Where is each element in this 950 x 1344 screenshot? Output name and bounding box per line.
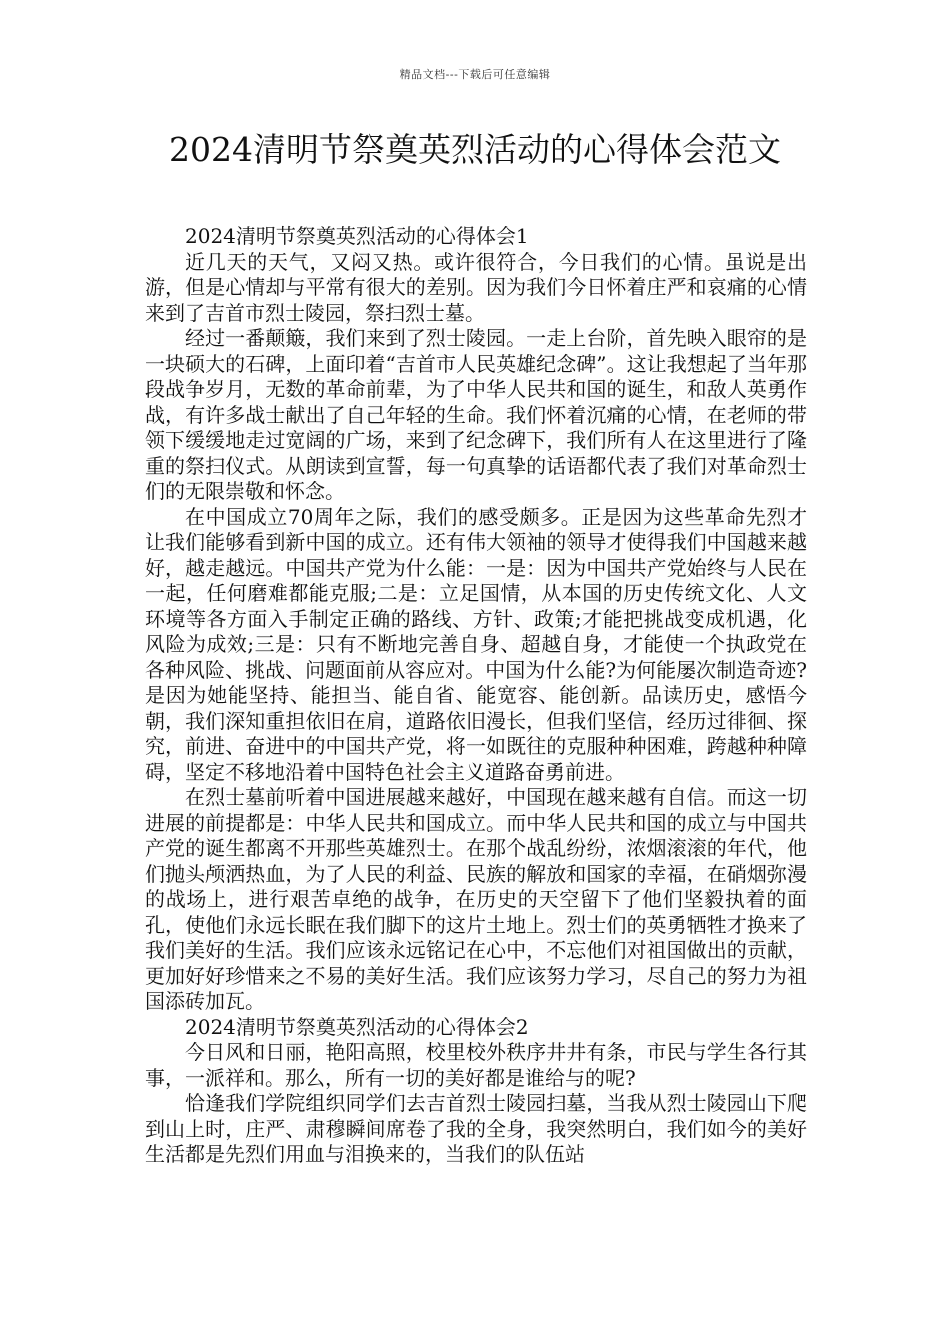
document-title: 2024清明节祭奠英烈活动的心得体会范文 bbox=[169, 130, 781, 169]
header-note: 精品文档---下载后可任意编辑 bbox=[399, 68, 551, 81]
section-heading-1: 2024清明节祭奠英烈活动的心得体会1 bbox=[185, 224, 529, 248]
paragraph: 恰逢我们学院组织同学们去吉首烈士陵园扫墓，当我从烈士陵园山下爬到山上时，庄严、肃穆瞬间席卷了我的全身，我突然明白，我们如今的美好生活都是先烈们用血与泪换来的，当我们的队伍站 bbox=[145, 1091, 807, 1166]
paragraph: 近几天的天气，又闷又热。或许很符合，今日我们的心情。虽说是出游，但是心情却与平常有很大的差别。因为我们今日怀着庄严和哀痛的心情来到了吉首市烈士陵园，祭扫烈士墓。 bbox=[145, 249, 807, 325]
section-heading-2: 2024清明节祭奠英烈活动的心得体会2 bbox=[185, 1014, 529, 1039]
paragraph: 经过一番颠簸，我们来到了烈士陵园。一走上台阶，首先映入眼帘的是一块硕大的石碑，上面印着“吉首市人民英雄纪念碑”。这让我想起了当年那段战争岁月，无数的革命前辈，为了中华人民共和国的诞生，和敌人英勇作战，有许多战士献出了自己年轻的生命。我们怀着沉痛的心情，在老师的带领下缓缓地走过宽阔的广场，来到了纪念碑下，我们所有人在这里进行了隆重的祭扫仪式。从朗读到宣誓，每一句真挚的话语都代表了我们对革命烈士们的无限崇敬和怀念。 bbox=[145, 326, 807, 503]
document-body bbox=[145, 224, 807, 1168]
paragraph: 在烈士墓前听着中国进展越来越好，中国现在越来越有自信。而这一切进展的前提都是：中华人民共和国成立。而中华人民共和国的成立与中国共产党的诞生都离不开那些英雄烈士。在那个战乱纷纷，浓烟滚滚的年代，他们抛头颅洒热血，为了人民的利益、民族的解放和国家的幸福，在硝烟弥漫的战场上，进行艰苦卓绝的战争，在历史的天空留下了他们坚毅执着的面孔，使他们永远长眠在我们脚下的这片土地上。烈士们的英勇牺牲才换来了我们美好的生活。我们应该永远铭记在心中，不忘他们对祖国做出的贡献，更加好好珍惜来之不易的美好生活。我们应该努力学习，尽自己的努力为祖国添砖加瓦。 bbox=[145, 785, 807, 1013]
paragraph: 在中国成立70周年之际，我们的感受颇多。正是因为这些革命先烈才让我们能够看到新中国的成立。还有伟大领袖的领导才使得我们中国越来越好，越走越远。中国共产党为什么能：一是：因为中国共产党始终与人民在一起，任何磨难都能克服;二是：立足国情，从本国的历史传统文化、人文环境等各方面入手制定正确的路线、方针、政策;才能把挑战变成机遇，化风险为成效;三是：只有不断地完善自身、超越自身，才能使一个执政党在各种风险、挑战、问题面前从容应对。中国为什么能?为何能屡次制造奇迹?是因为她能坚持、能担当、能自省、能宽容、能创新。品读历史，感悟今朝，我们深知重担依旧在肩，道路依旧漫长，但我们坚信，经历过徘徊、探究，前进、奋进中的中国共产党，将一如既往的克服种种困难，跨越种种障碍，坚定不移地沿着中国特色社会主义道路奋勇前进。 bbox=[145, 504, 807, 784]
paragraph: 今日风和日丽，艳阳高照，校里校外秩序井井有条，市民与学生各行其事，一派祥和。那么，所有一切的美好都是谁给与的呢? bbox=[145, 1040, 807, 1090]
